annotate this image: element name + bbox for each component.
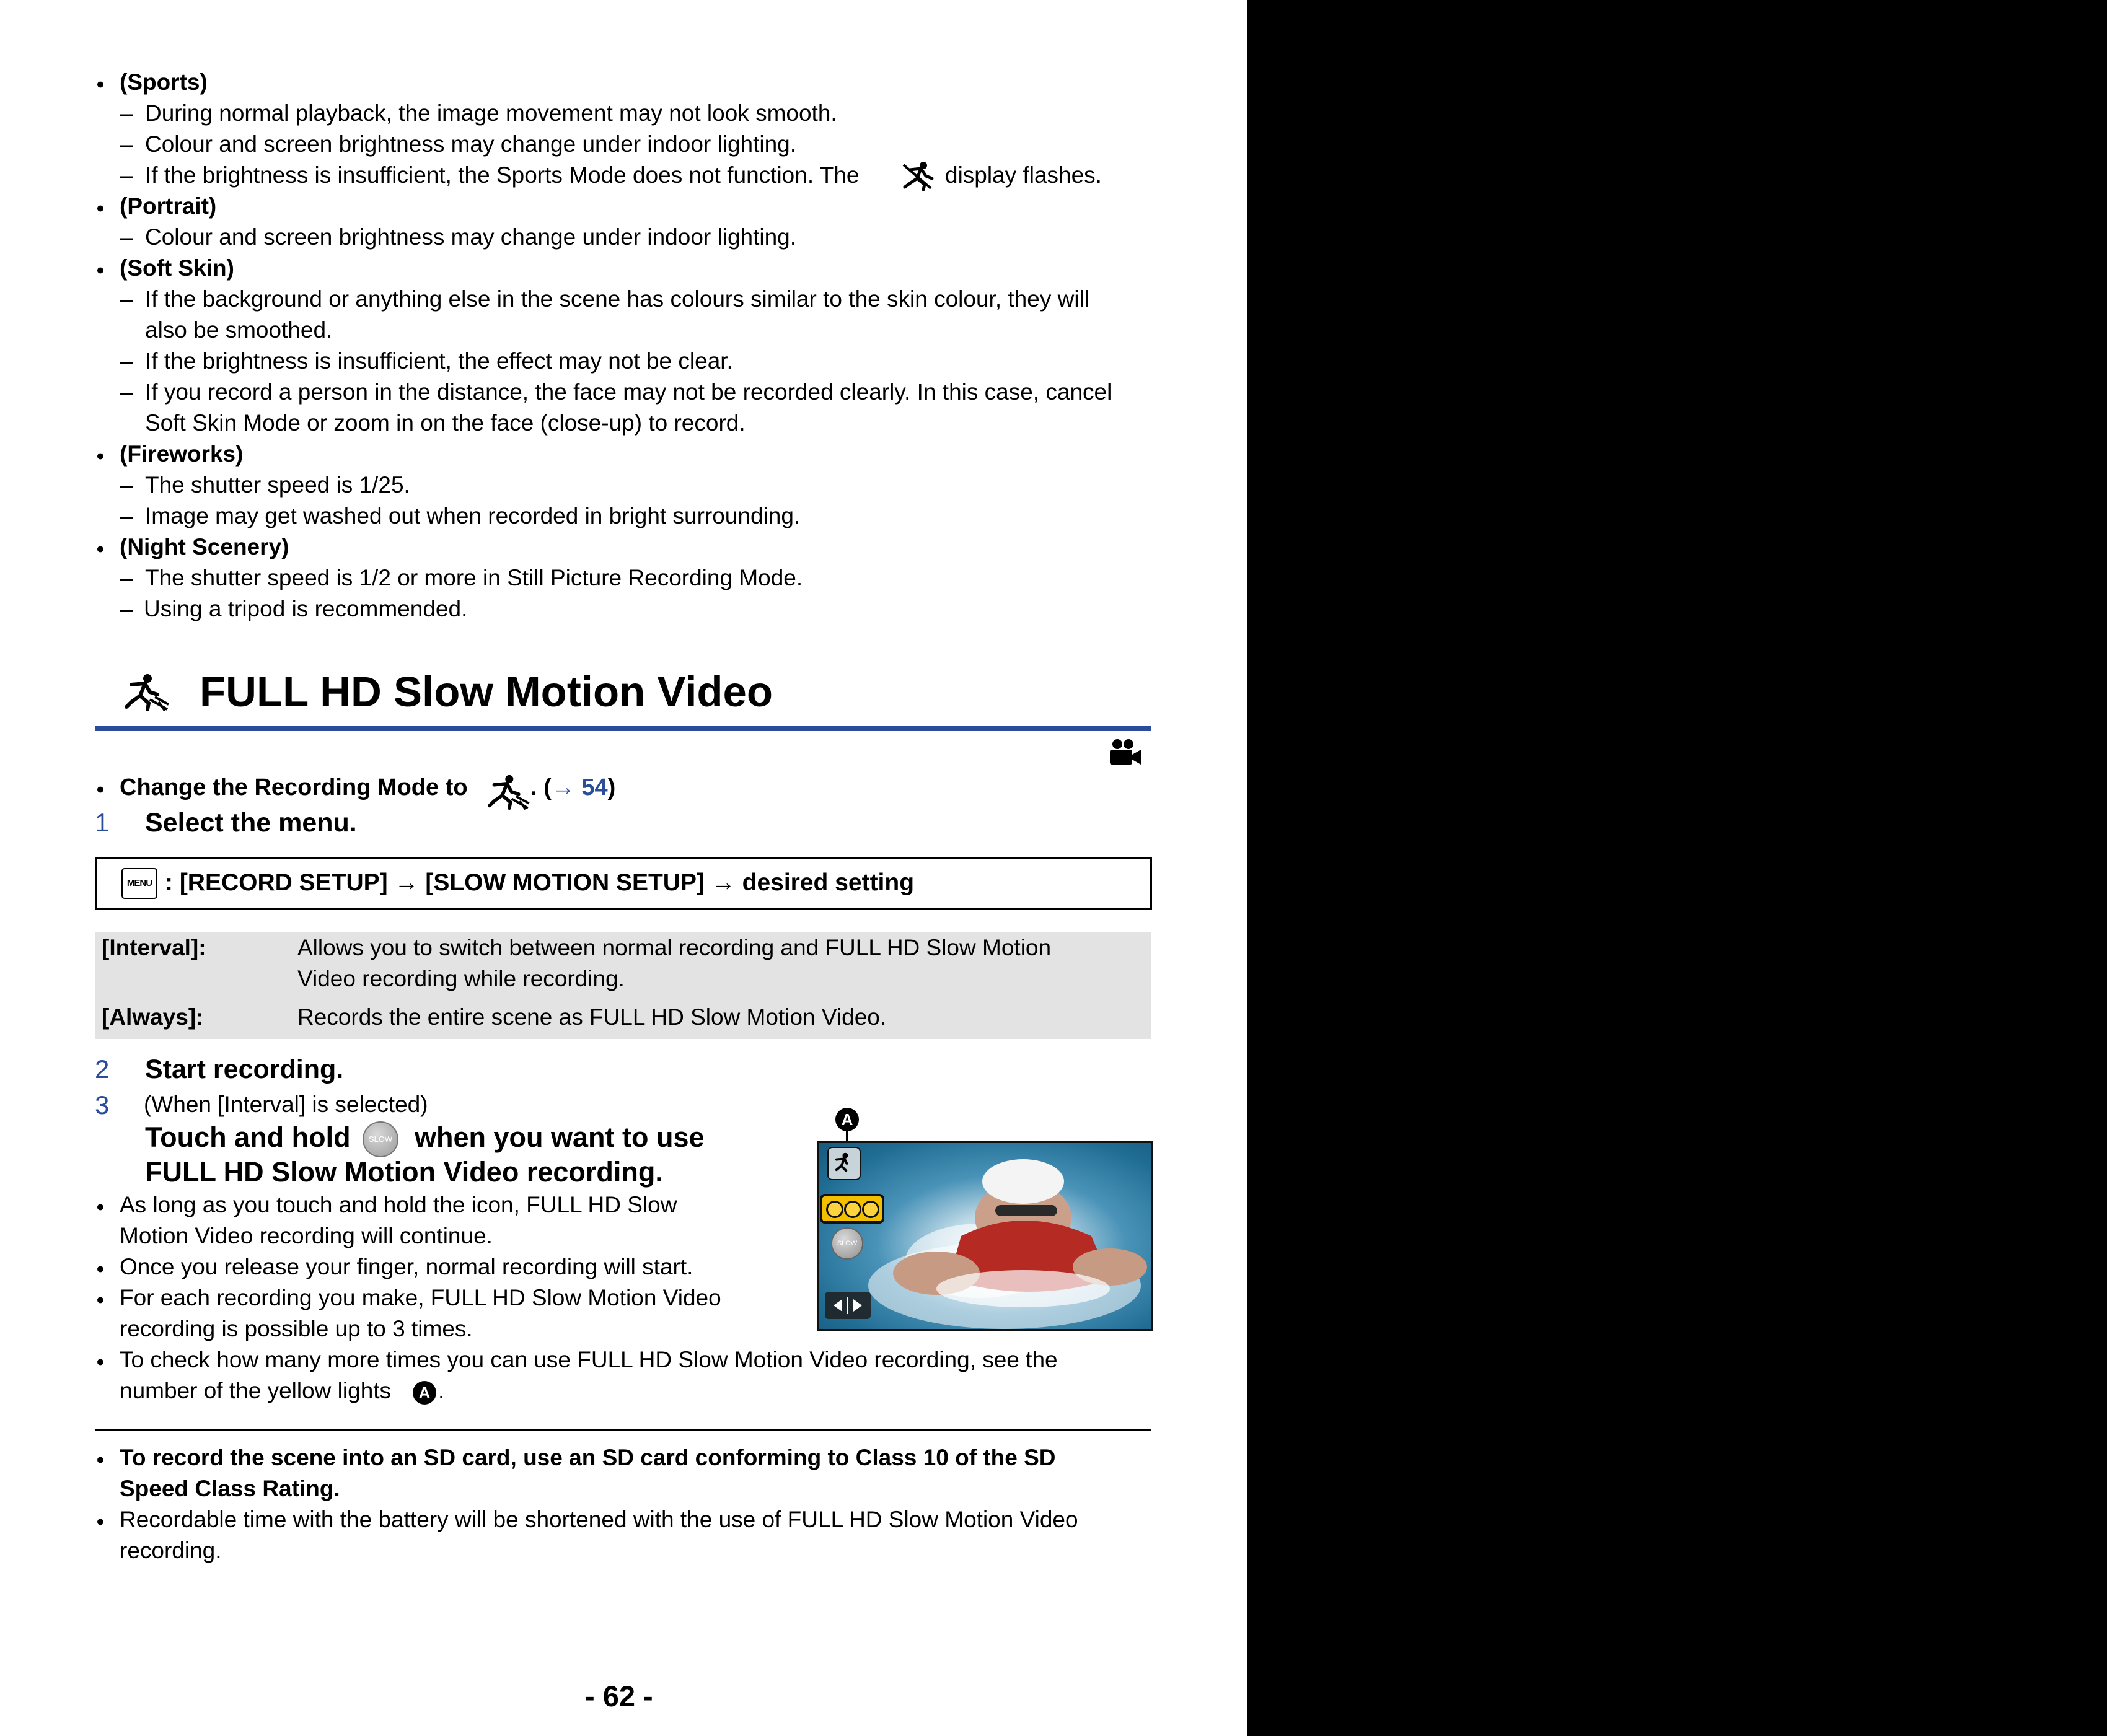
slow-button[interactable]: SLOW (831, 1227, 863, 1260)
bullet-text-cont: Motion Video recording will continue. (120, 1223, 493, 1248)
sports-mode-icon (901, 160, 936, 191)
note-item-cont: Soft Skin Mode or zoom in on the face (close-up) to record. (145, 410, 746, 436)
mode-button[interactable] (827, 1147, 861, 1180)
step-number: 1 (95, 808, 110, 837)
note-item: Image may get washed out when recorded in bright surrounding. (145, 503, 801, 528)
change-mode-close: ) (607, 774, 616, 800)
step3-instruction: Touch and hold (145, 1121, 351, 1153)
option-desc: Records the entire scene as FULL HD Slow Motion Video. (297, 1004, 887, 1030)
bullet-icon: ● (96, 1451, 105, 1467)
slow-motion-mode-icon (829, 1148, 860, 1179)
slow-motion-mode-icon (483, 773, 532, 810)
bullet-text-cont: recording is possible up to 3 times. (120, 1316, 473, 1341)
bullet-text: Once you release your finger, normal recording will start. (120, 1254, 693, 1279)
option-desc: Allows you to switch between normal recording and FULL HD Slow Motion (297, 935, 1052, 960)
option-desc-cont: Video recording while recording. (297, 966, 625, 991)
option-label-always: [Always]: (102, 1004, 204, 1030)
note-item: The shutter speed is 1/25. (145, 472, 410, 498)
left-right-arrows-icon (825, 1292, 871, 1319)
menu-button-icon: MENU (121, 868, 157, 899)
note-bold-cont: Speed Class Rating. (120, 1476, 340, 1501)
note-item: If the brightness is insufficient, the Sports Mode does not function. The (145, 162, 860, 188)
bullet-icon: ● (96, 447, 105, 463)
options-table (95, 932, 1151, 1039)
note-item: The shutter speed is 1/2 or more in Still Picture Recording Mode. (145, 565, 803, 590)
note-title-fireworks: (Fireworks) (120, 441, 244, 467)
video-camera-icon (1109, 739, 1142, 767)
bullet-text-cont: number of the yellow lights (120, 1378, 392, 1403)
bullet-icon: ● (96, 1291, 105, 1307)
note-title-portrait: (Portrait) (120, 193, 217, 219)
note-item: If the background or anything else in the scene has colours similar to the skin colour, they will (145, 286, 1089, 312)
note-title-soft-skin: (Soft Skin) (120, 255, 234, 281)
note-title-sports: (Sports) (120, 69, 208, 95)
step3-instruction-line2: FULL HD Slow Motion Video recording. (145, 1156, 663, 1188)
bullet-icon: ● (96, 1260, 105, 1276)
slow-motion-mode-icon (121, 672, 170, 712)
yellow-light (862, 1201, 879, 1218)
note-item: Colour and screen brightness may change under indoor lighting. (145, 131, 797, 157)
bullet-text: To check how many more times you can use FULL HD Slow Motion Video recording, see the (120, 1347, 1058, 1372)
menu-path-box (95, 857, 1152, 910)
bullet-icon: ● (96, 1513, 105, 1529)
note-item: If the brightness is insufficient, the effect may not be clear. (145, 348, 733, 374)
note-text-cont: recording. (120, 1538, 222, 1563)
manual-page: ● (Sports) – During normal playback, the image movement may not look smooth. – Colour and screen brightness may change under indoor lighting. – If the brightness is insufficient, the Sports Mode does not function. The display flashes. ● (Portrait) – Colour and screen brightness may change under indoor lighting. ● (Soft Skin) – If the background or anything else in the scene has colours similar to the skin colour, they will also be smoothed. – If the brightness is insufficient, the effect may not be clear. – If you record a person in the distance, the face may not be recorded clearly. In this case, cancel Soft Skin Mode or zoom in on the face (close-up) to record. ● (Fireworks) – The shutter speed is 1/25. – Image may get washed out when recorded in bright surrounding. ● (Night Scenery) – The shutter speed is 1/2 or more in Still Picture Recording Mode. – Using a tripod is recommended. FULL HD Slow Motion Video ● Change the Recording Mode to . (→ 54) 1 Select the menu. MENU : [RECORD SETUP] → [SLOW MOTION SETUP] → desired setting [Interval]: Allows you to switch between normal recording and FULL HD Slow Motion Video recording while recording. [Always]: Records the entire scene as FULL HD Slow Motion Video. 2 Start recording. 3 (When [Interval] is selected) Touch and hold SLOW when you want to use FULL HD Slow Motion Video recording. ● As long as you touch and hold the icon, FULL HD Slow Motion Video recording will continue. ● Once you release your finger, normal recording will start. ● For each recording you make, FULL HD Slow Motion Video recording is possible up to 3 times. ● To check how many more times you can use FULL HD Slow Motion Video recording, see the number of the yellow lights A . A SLOW ● To record the scene into an SD card, use an SD card conforming to Class 10 of the SD Speed Class Rating. ● Recordable time with the battery will be shortened with the use of FULL HD Slow Motion Video recording. - 62 - (0, 0, 1247, 1736)
callout-a-badge: A (835, 1108, 859, 1131)
bullet-icon: ● (96, 76, 105, 92)
yellow-light (826, 1201, 843, 1218)
step-number: 2 (95, 1054, 110, 1084)
bullet-icon: ● (96, 1353, 105, 1369)
note-title-night-scenery: (Night Scenery) (120, 534, 289, 559)
note-text: Recordable time with the battery will be shortened with the use of FULL HD Slow Motion Video (120, 1507, 1078, 1532)
step3-instruction-cont: when you want to use (415, 1121, 705, 1153)
change-mode-text: Change the Recording Mode to (120, 774, 468, 800)
note-item: If you record a person in the distance, the face may not be recorded clearly. In this case, cancel (145, 379, 1112, 405)
bullet-icon: ● (96, 781, 105, 797)
note-item: Colour and screen brightness may change under indoor lighting. (145, 224, 797, 250)
page-reference-link[interactable]: → 54 (551, 774, 608, 800)
note-item: Using a tripod is recommended. (144, 596, 468, 621)
step-text: Start recording. (145, 1054, 344, 1084)
slow-button-icon: SLOW (363, 1121, 398, 1157)
page-number: - 62 - (585, 1680, 653, 1712)
step-number: 3 (95, 1090, 110, 1120)
option-label-interval: [Interval]: (102, 935, 206, 960)
remaining-slow-lights (820, 1194, 884, 1224)
menu-path-text: : [RECORD SETUP] → [SLOW MOTION SETUP] → desired setting (165, 869, 915, 896)
change-mode-sep: . ( (530, 774, 552, 800)
section-title: FULL HD Slow Motion Video (200, 668, 773, 716)
step-text: (When [Interval] is selected) (144, 1092, 428, 1117)
notes-divider (95, 1429, 1151, 1431)
callout-a-badge: A (413, 1381, 436, 1405)
bullet-icon: ● (96, 261, 105, 278)
bullet-icon: ● (96, 1198, 105, 1214)
section-divider (95, 726, 1151, 731)
bullet-text: As long as you touch and hold the icon, FULL HD Slow (120, 1192, 677, 1217)
step-text: Select the menu. (145, 808, 357, 838)
note-item-cont: display flashes. (945, 162, 1102, 188)
screen-illustration (817, 1141, 1153, 1331)
note-item: During normal playback, the image movement may not look smooth. (145, 100, 837, 126)
menu-toggle-button[interactable] (825, 1292, 871, 1319)
note-bold: To record the scene into an SD card, use an SD card conforming to Class 10 of the SD (120, 1445, 1056, 1470)
bullet-text: For each recording you make, FULL HD Slow Motion Video (120, 1285, 721, 1310)
bullet-icon: ● (96, 540, 105, 556)
bullet-icon: ● (96, 199, 105, 216)
note-item-cont: also be smoothed. (145, 317, 333, 343)
yellow-light (844, 1201, 861, 1218)
